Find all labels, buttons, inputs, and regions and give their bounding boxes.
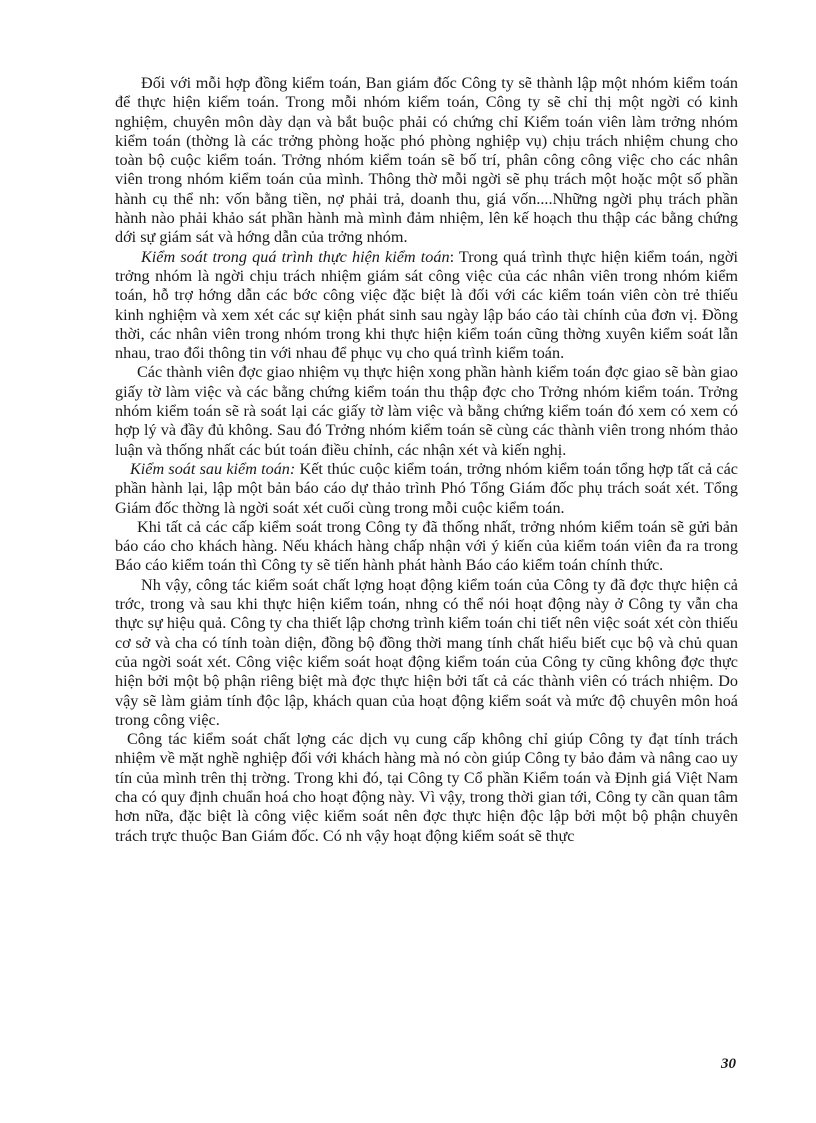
paragraph-body-during-audit: : Trong quá trình thực hiện kiểm toán, ngời trởng nhóm là ngời chịu trách nhiệm giám sát công việc của các nhân viên trong nhóm kiểm toán, hỗ trợ hớng dẫn các bớc công việc đặc biệt là đối với các kiểm toán viên còn trẻ thiếu kinh nghiệm và xem xét các sự kiện phát sinh sau ngày lập báo cáo tài chính của đơn vị. Đồng thời, các nhân viên trong nhóm trong khi thực hiện kiểm toán cũng thờng xuyên kiểm soát lẫn nhau, trao đổi thông tin với nhau để phục vụ cho quá trình kiểm toán. [115, 247, 738, 363]
paragraph-control-during-audit [115, 248, 738, 364]
paragraph-assessment: Nh vậy, công tác kiểm soát chất lợng hoạt động kiểm toán của Công ty đã đợc thực hiện cả trớc, trong và sau khi thực hiện kiểm toán, nhng có thể nói hoạt động này ở Công ty vẫn cha thực sự hiệu quả. Công ty cha thiết lập chơng trình kiểm toán chi tiết nên việc soát xét còn thiếu cơ sở và cha có tính toàn diện, đồng bộ đồng thời mang tính chất hiểu biết cục bộ và chủ quan của ngời soát xét. Công việc kiểm soát hoạt động kiểm toán của Công ty cũng không đợc thực hiện bởi một bộ phận riêng biệt mà đợc thực hiện bởi tất cả các thành viên có trách nhiệm. Do vậy sẽ làm giảm tính độc lập, khách quan của hoạt động kiểm soát và mức độ chuyên môn hoá trong công việc. [115, 575, 738, 729]
paragraph-lead-during-audit: Kiểm soát trong quá trình thực hiện kiểm toán [141, 247, 450, 266]
page-number: 30 [721, 1056, 736, 1072]
paragraph-lead-after-audit: Kiểm soát sau kiểm toán: [130, 459, 296, 478]
paragraph-recommendation: Công tác kiểm soát chất lợng các dịch vụ cung cấp không chỉ giúp Công ty đạt tính trách nhiệm về mặt nghề nghiệp đối với khách hàng mà nó còn giúp Công ty bảo đảm và nâng cao uy tín của mình trên thị trờng. Trong khi đó, tại Công ty Cổ phần Kiểm toán và Định giá Việt Nam cha có quy định chuẩn hoá cho hoạt động này. Vì vậy, trong thời gian tới, Công ty cần quan tâm hơn nữa, đặc biệt là công việc kiểm soát nên đợc thực hiện độc lập bởi một bộ phận chuyên trách trực thuộc Ban Giám đốc. Có nh vậy hoạt động kiểm soát sẽ thực [115, 730, 738, 845]
paragraph-audit-team: Đối với mỗi hợp đồng kiểm toán, Ban giám đốc Công ty sẽ thành lập một nhóm kiểm toán để thực hiện kiểm toán. Trong mỗi nhóm kiểm toán, Công ty sẽ chỉ thị một ngời có kinh nghiệm, chuyên môn dày dạn và bắt buộc phải có chứng chỉ Kiểm toán viên làm trởng nhóm kiểm toán (thờng là các trởng phòng hoặc phó phòng nghiệp vụ) chịu trách nhiệm chung cho toàn bộ cuộc kiểm toán. Trởng nhóm kiểm toán sẽ bố trí, phân công công việc cho các nhân viên trong nhóm kiểm toán của mình. Thông thờ mỗi ngời sẽ phụ trách một hoặc một số phần hành cụ thể nh: vốn bằng tiền, nợ phải trả, doanh thu, giá vốn....Những ngời phụ trách phần hành nào phải khảo sát phần hành mà mình đảm nhiệm, lên kế hoạch thu thập các bằng chứng dới sự giám sát và hớng dẫn của trởng nhóm. [115, 74, 738, 247]
paragraph-body-after-audit: Kết thúc cuộc kiểm toán, trởng nhóm kiểm toán tổng hợp tất cả các phần hành lại, lập một bản báo cáo dự thảo trình Phó Tổng Giám đốc phụ trách soát xét. Tổng Giám đốc thờng là ngời soát xét cuối cùng trong mỗi cuộc kiểm toán. [115, 459, 738, 517]
paragraph-control-after-audit [115, 460, 738, 518]
paragraph-handover: Các thành viên đợc giao nhiệm vụ thực hiện xong phần hành kiểm toán đợc giao sẽ bàn giao giấy tờ làm việc và các bằng chứng kiểm toán thu thập đợc cho Trởng nhóm kiểm toán. Trởng nhóm kiểm toán sẽ rà soát lại các giấy tờ làm việc và bằng chứng kiểm toán đó xem có xem có hợp lý và đầy đủ không. Sau đó Trởng nhóm kiểm toán sẽ cùng các thành viên trong nhóm thảo luận và thống nhất các bút toán điều chỉnh, các nhận xét và kiến nghị. [115, 363, 738, 459]
paragraph-report-issue: Khi tất cả các cấp kiểm soát trong Công ty đã thống nhất, trởng nhóm kiểm toán sẽ gửi bản báo cáo cho khách hàng. Nếu khách hàng chấp nhận với ý kiến của kiểm toán viên đa ra trong Báo cáo kiểm toán thì Công ty sẽ tiến hành phát hành Báo cáo kiểm toán chính thức. [115, 517, 738, 575]
document-body [115, 74, 738, 846]
